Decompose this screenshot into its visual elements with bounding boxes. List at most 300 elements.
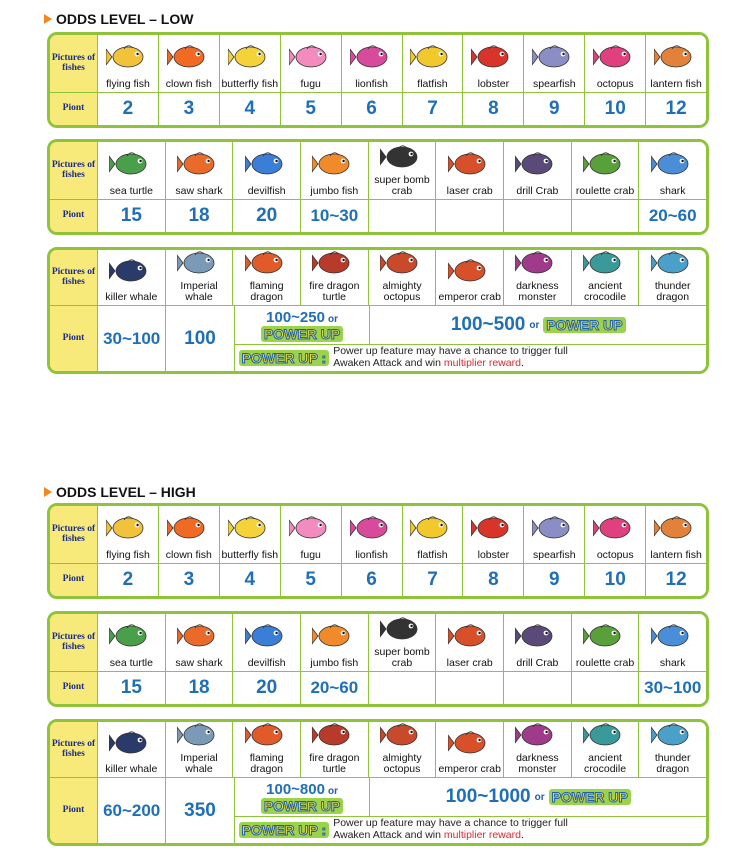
fish-name: fire dragon turtle [309,752,360,775]
point-value: 4 [244,569,256,590]
fish-name: flatfish [417,548,448,561]
fish-cell [166,250,234,305]
point-value: 7 [427,569,438,590]
point-row [50,306,706,371]
fish-picture [585,506,645,550]
fish-name: ancient crocodile [584,752,627,775]
point-row [50,564,706,596]
fish-picture [166,142,233,186]
point-row [50,672,706,704]
fish-name: almighty octopus [382,280,422,303]
description-highlight: multiplier reward [443,357,521,369]
ancient-crocodile-icon [583,247,627,281]
pictures-row [50,614,706,672]
fish-picture [436,614,503,658]
power-up-range-1 [235,306,371,344]
fish-cell [301,614,369,671]
fish-picture [524,506,584,550]
fish-cell [369,614,437,671]
butterfly-fish-icon [228,510,272,546]
point-cell [159,564,220,596]
point-value: 20~60 [648,206,697,225]
power-up-badge: POWER UP [543,317,625,333]
point-value: 18 [188,677,210,698]
header-piont: Piont [50,93,98,125]
power-up-values [235,306,706,345]
fish-picture [646,506,706,550]
point-value: 12 [665,569,687,590]
fish-cell [572,250,640,305]
spearfish-icon [532,510,576,546]
fish-picture [504,247,571,281]
sea-turtle-icon [109,618,153,654]
fish-cell [369,142,437,199]
table-high-1 [47,503,709,599]
fish-cell [98,506,159,563]
fish-picture [639,719,706,753]
table-low-1 [47,32,709,128]
fish-name: spearfish [532,77,576,90]
fish-name: flatfish [417,77,448,90]
shark-icon [651,618,695,654]
point-cell [403,564,464,596]
point-value: 10 [604,569,626,590]
table-high-2 [47,611,709,707]
fish-cell [436,142,504,199]
point-value: 3 [183,98,195,119]
table-low-3 [47,247,709,374]
point-value: 60~200 [103,800,161,820]
point-cell [572,200,640,232]
fish-cell [369,722,437,777]
imperial-whale-icon [177,719,221,753]
fish-cell [646,35,706,92]
fish-picture [639,614,706,658]
point-value: 20 [256,677,278,698]
or-label: or [534,791,545,803]
or-label: or [327,313,338,325]
fish-picture [98,142,165,186]
fish-cell [281,506,342,563]
power-up-area [235,306,706,371]
header-piont: Piont [50,564,98,596]
fish-cell [220,506,281,563]
point-cell [98,672,166,704]
killer-whale-icon [109,253,153,289]
point-cell [646,93,706,125]
fish-name: lantern fish [650,548,702,561]
fish-name: devilfish [247,184,286,197]
darkness-monster-icon [515,719,559,753]
fish-cell [159,506,220,563]
fish-name: super bomb crab [374,174,430,197]
fish-picture [639,142,706,186]
point-value: 15 [120,205,142,226]
header-piont: Piont [50,672,98,704]
fish-name: spearfish [532,548,576,561]
point-value: 2 [122,569,134,590]
point-cell [281,93,342,125]
fish-name: shark [659,656,686,669]
triangle-bullet-icon [44,487,52,497]
fish-picture [585,35,645,79]
point-cell [524,564,585,596]
fish-picture [98,250,165,292]
flaming-dragon-icon [245,247,289,281]
point-value [436,200,503,232]
table-low-2 [47,139,709,235]
fish-picture [572,142,639,186]
fish-cell [98,722,166,777]
fish-picture [301,719,368,753]
point-cell [639,200,706,232]
header-pictures-of-fishes: Pictures of fishes [50,250,98,305]
power-up-range-2 [370,306,706,344]
flatfish-icon [410,39,454,75]
clown-fish-icon [167,510,211,546]
roulette-crab-icon [583,618,627,654]
fish-cell [403,506,464,563]
fire-dragon-turtle-icon [312,719,356,753]
fish-picture [281,506,341,550]
fish-cell [585,35,646,92]
description-end: . [520,829,524,841]
drill-crab-icon [515,146,559,182]
bomb-crab-icon [380,611,424,647]
fish-name: fire dragon turtle [309,280,360,303]
description-line-1: Power up feature may have a chance to trigger full [333,817,568,830]
section-title-text: ODDS LEVEL – LOW [56,11,194,27]
header-pictures-of-fishes: Pictures of fishes [50,722,98,777]
point-cell [342,564,403,596]
point-cell [436,672,504,704]
point-value: 8 [488,569,499,590]
laser-crab-icon [448,146,492,182]
or-label: or [327,785,338,797]
fish-picture [98,506,158,550]
fish-name: saw shark [175,656,223,669]
point-cell [301,200,369,232]
fish-picture [233,719,300,753]
fish-cell [233,142,301,199]
fish-name: roulette crab [575,656,635,669]
fish-name: devilfish [247,656,286,669]
fish-cell [572,614,640,671]
fish-picture [233,142,300,186]
roulette-crab-icon [583,146,627,182]
saw-shark-icon [177,618,221,654]
point-cell [463,93,524,125]
description-text [333,818,568,841]
fugu-icon [289,510,333,546]
fish-cell [98,250,166,305]
point-value: 8 [488,98,499,119]
point-cell [98,306,166,371]
point-cell [585,564,646,596]
point-cell [233,200,301,232]
pictures-row [50,506,706,564]
fish-picture [403,506,463,550]
point-cell [403,93,464,125]
sea-turtle-icon [109,146,153,182]
fish-cell [233,250,301,305]
point-value: 4 [244,98,256,119]
point-value: 100~250 [266,308,325,326]
power-up-badge: POWER UP [549,789,631,805]
fish-name: lantern fish [650,77,702,90]
fish-picture [463,506,523,550]
fish-picture [342,506,402,550]
point-value: 20~60 [310,678,359,697]
fish-cell [166,722,234,777]
point-cell [98,778,166,843]
fish-picture [572,719,639,753]
point-cell [281,564,342,596]
fish-name: octopus [596,548,634,561]
fish-cell [639,250,706,305]
drill-crab-icon [515,618,559,654]
point-cell [98,200,166,232]
flying-fish-icon [106,39,150,75]
fish-cell [639,142,706,199]
flaming-dragon-icon [245,719,289,753]
butterfly-fish-icon [228,39,272,75]
fish-picture [233,614,300,658]
fish-cell [166,614,234,671]
header-pictures-of-fishes: Pictures of fishes [50,506,98,563]
fish-picture [166,719,233,753]
header-piont: Piont [50,200,98,232]
point-value: 350 [184,799,216,821]
fish-name: octopus [596,77,634,90]
point-cell [301,672,369,704]
fish-picture [639,247,706,281]
point-cell [639,672,706,704]
fish-name: emperor crab [438,762,501,775]
fish-name: killer whale [105,762,158,775]
flatfish-icon [410,510,454,546]
fish-cell [646,506,706,563]
point-value: 100 [184,327,216,349]
fish-picture [463,35,523,79]
point-value: 100~1000 [445,786,531,807]
saw-shark-icon [177,146,221,182]
octopus-icon [593,510,637,546]
fish-cell [436,614,504,671]
point-cell [504,672,572,704]
description-line-2: Awaken Attack and win [333,829,444,841]
pictures-row [50,142,706,200]
fish-name: clown fish [165,548,212,561]
point-value: 20 [256,205,278,226]
fish-name: flying fish [106,548,150,561]
killer-whale-icon [109,725,153,761]
lantern-fish-icon [654,510,698,546]
point-value: 7 [427,98,438,119]
point-cell [504,200,572,232]
fish-name: super bomb crab [374,646,430,669]
imperial-whale-icon [177,247,221,281]
lobster-icon [471,510,515,546]
point-cell [159,93,220,125]
bomb-crab-icon [380,139,424,175]
point-value [369,200,436,232]
fish-name: lobster [477,77,510,90]
fish-picture [369,611,436,647]
power-up-description [235,345,706,371]
fish-cell [403,35,464,92]
fish-name: ancient crocodile [584,280,627,303]
fish-name: Imperial whale [180,280,218,303]
fish-picture [369,719,436,753]
power-up-badge: POWER UP [261,326,343,342]
fish-picture [369,139,436,175]
fish-picture [166,614,233,658]
fish-name: killer whale [105,290,158,303]
fish-picture [436,250,503,292]
ancient-crocodile-icon [583,719,627,753]
fish-cell [342,506,403,563]
header-pictures-of-fishes: Pictures of fishes [50,614,98,671]
point-value: 30~100 [103,328,161,348]
fish-cell [166,142,234,199]
point-value: 100~500 [450,314,526,335]
fish-name: thunder dragon [654,280,691,303]
point-cell [98,564,159,596]
lantern-fish-icon [654,39,698,75]
point-cell [166,200,234,232]
point-value: 6 [366,569,377,590]
fish-picture [572,614,639,658]
flying-fish-icon [106,510,150,546]
fish-cell [98,142,166,199]
point-cell [166,672,234,704]
point-row [50,200,706,232]
fugu-icon [289,39,333,75]
point-value: 10~30 [310,206,359,225]
power-up-area [235,778,706,843]
fish-cell [585,506,646,563]
fish-name: emperor crab [438,290,501,303]
fish-picture [524,35,584,79]
point-value: 5 [305,98,316,119]
fish-cell [504,722,572,777]
fish-cell [572,142,640,199]
fish-cell [504,250,572,305]
fish-name: almighty octopus [382,752,422,775]
section-title-text: ODDS LEVEL – HIGH [56,484,196,500]
fish-name: butterfly fish [221,548,279,561]
fish-name: roulette crab [575,184,635,197]
point-value [369,672,436,704]
point-value: 3 [183,569,195,590]
point-value: 9 [549,98,560,119]
almighty-octopus-icon [380,247,424,281]
fish-cell [572,722,640,777]
fish-picture [98,35,158,79]
fish-picture [436,722,503,764]
thunder-dragon-icon [651,247,695,281]
fish-name: Imperial whale [180,752,218,775]
point-cell [98,93,159,125]
point-value: 18 [188,205,210,226]
pictures-row [50,250,706,306]
fish-cell [369,250,437,305]
point-cell [572,672,640,704]
header-pictures-of-fishes: Pictures of fishes [50,35,98,92]
header-piont: Piont [50,306,98,371]
fish-cell [301,142,369,199]
point-cell [233,672,301,704]
fish-cell [98,614,166,671]
lobster-icon [471,39,515,75]
power-up-range-2 [370,778,706,816]
fish-cell [639,614,706,671]
fish-name: laser crab [446,184,493,197]
fish-cell [639,722,706,777]
fish-picture [281,35,341,79]
fish-cell [436,250,504,305]
fish-name: drill Crab [516,184,559,197]
description-line-1: Power up feature may have a chance to trigger full [333,345,568,358]
fish-cell [301,250,369,305]
point-value: 9 [549,569,560,590]
table-high-3 [47,719,709,846]
point-cell [436,200,504,232]
pictures-row [50,722,706,778]
power-up-badge: POWER UP : [239,350,330,366]
fish-name: shark [659,184,686,197]
power-up-badge: POWER UP [261,798,343,814]
fish-name: flaming dragon [249,280,284,303]
point-value: 12 [665,98,687,119]
fish-picture [159,35,219,79]
point-value [436,672,503,704]
point-value: 5 [305,569,316,590]
clown-fish-icon [167,39,211,75]
fish-cell [504,614,572,671]
point-row [50,93,706,125]
fish-cell [159,35,220,92]
fish-cell [524,35,585,92]
fish-name: sea turtle [109,656,153,669]
point-cell [220,93,281,125]
section-title-high [44,484,196,500]
fish-name: clown fish [165,77,212,90]
point-value [504,200,571,232]
point-cell [646,564,706,596]
fish-picture [159,506,219,550]
fish-cell [220,35,281,92]
fish-cell [281,35,342,92]
fish-name: fugu [300,77,321,90]
point-cell [585,93,646,125]
fire-dragon-turtle-icon [312,247,356,281]
lionfish-icon [350,510,394,546]
point-cell [463,564,524,596]
point-value: 30~100 [644,678,702,697]
fish-picture [504,719,571,753]
emperor-crab-icon [448,253,492,289]
fish-name: lobster [477,548,510,561]
fish-cell [504,142,572,199]
pictures-row [50,35,706,93]
point-value: 100~800 [266,780,325,798]
point-value: 10 [604,98,626,119]
emperor-crab-icon [448,725,492,761]
spearfish-icon [532,39,576,75]
laser-crab-icon [448,618,492,654]
